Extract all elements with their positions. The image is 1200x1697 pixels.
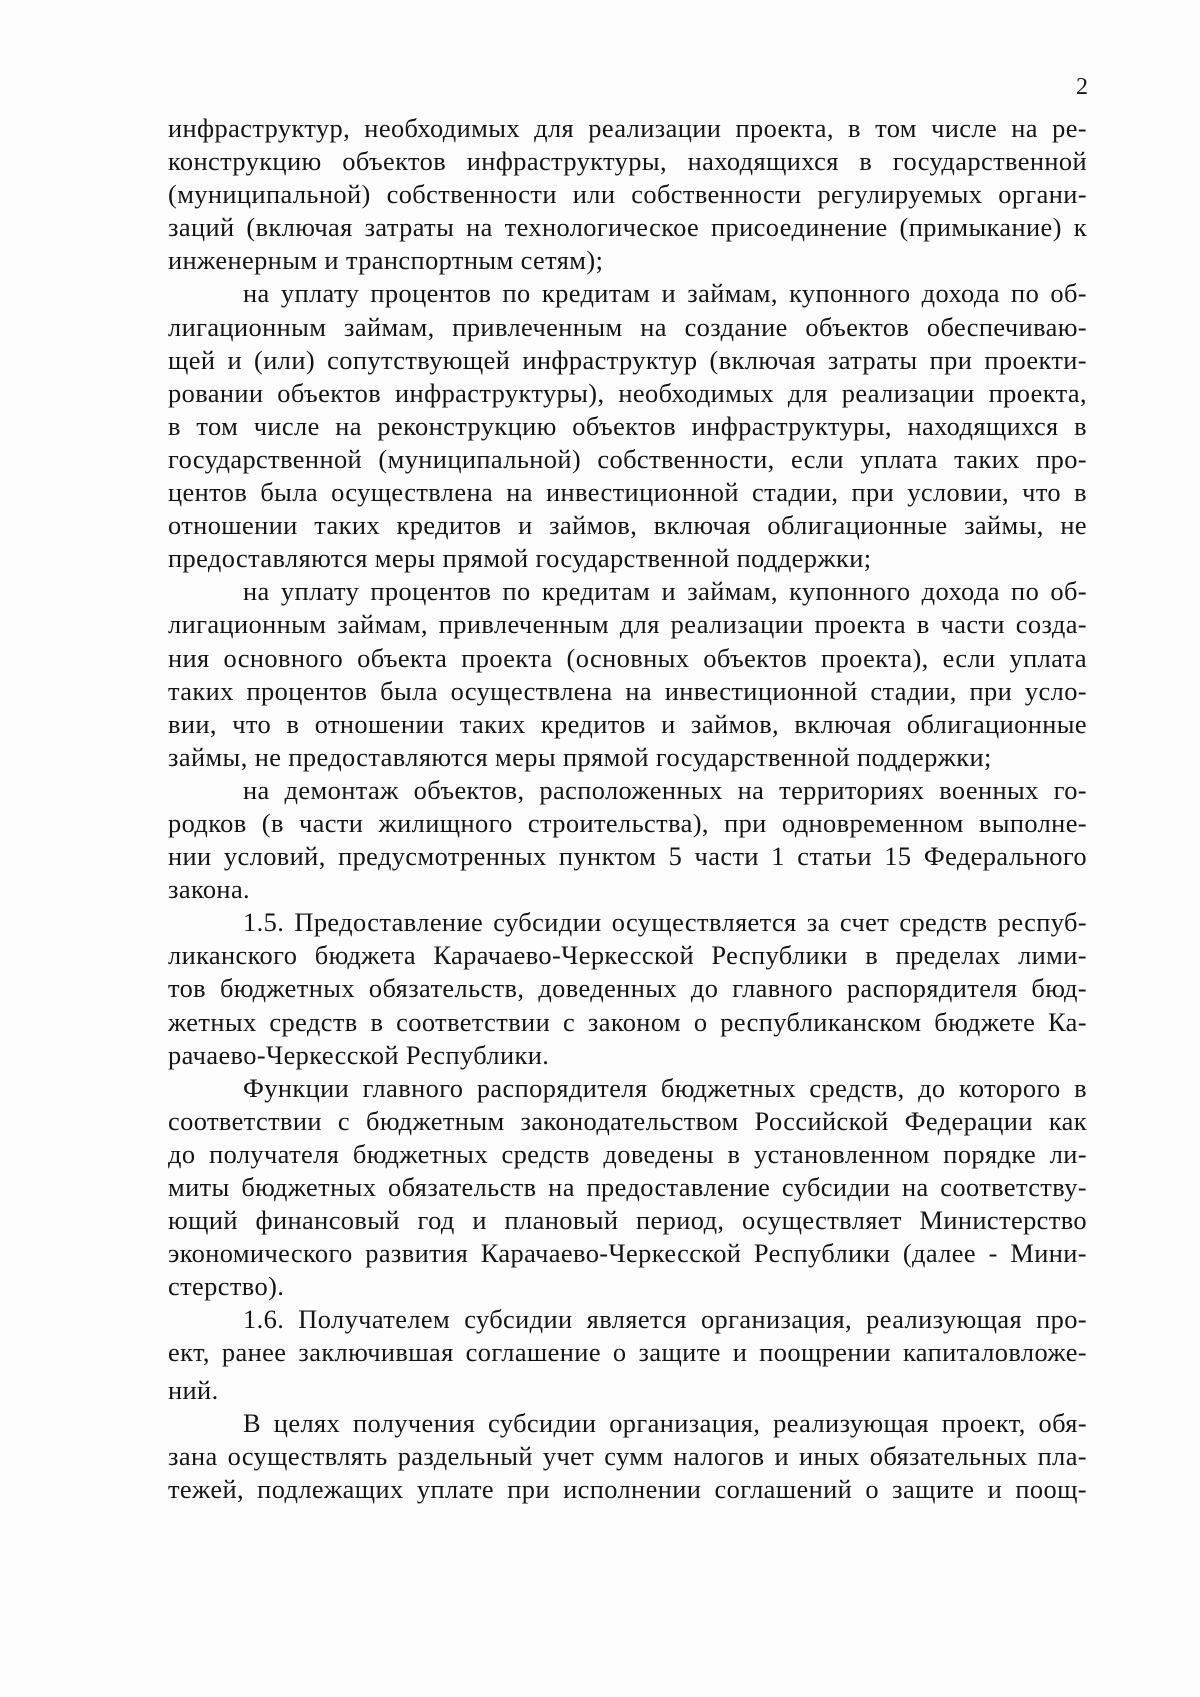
text-line: родков (в части жилищного строительства), при одновременном выполне- <box>168 807 1087 838</box>
text-line: щей и (или) сопутствующей инфраструктур (включая затраты при проекти- <box>168 344 1087 375</box>
text-line: государственной (муниципальной) собственности, если уплата таких про- <box>168 443 1087 474</box>
text-line: нии условий, предусмотренных пунктом 5 части 1 статьи 15 Федерального <box>168 841 1087 872</box>
text-line: конструкцию объектов инфраструктуры, находящихся в государственной <box>168 146 1087 177</box>
text-line: 1.5. Предоставление субсидии осуществляется за счет средств респуб- <box>243 907 1087 938</box>
text-line: (муниципальной) собственности или собственности регулируемых органи- <box>168 179 1087 210</box>
text-line: на уплату процентов по кредитам и займам, купонного дохода по об- <box>243 278 1087 309</box>
text-line: центов была осуществлена на инвестиционной стадии, при условии, что в <box>168 477 1087 508</box>
text-line: тов бюджетных обязательств, доведенных до главного распорядителя бюд- <box>168 973 1087 1004</box>
text-line: ния основного объекта проекта (основных объектов проекта), если уплата <box>168 642 1087 673</box>
text-line: В целях получения субсидии организация, реализующая проект, обя- <box>243 1407 1087 1438</box>
text-line: вии, что в отношении таких кредитов и займов, включая облигационные <box>168 708 1087 739</box>
text-line: закона. <box>168 874 251 905</box>
text-line: рачаево-Черкесской Республики. <box>168 1039 550 1070</box>
text-line: ровании объектов инфраструктуры), необходимых для реализации проекта, <box>168 377 1087 408</box>
body-text <box>168 112 1087 1506</box>
text-line: отношении таких кредитов и займов, включая облигационные займы, не <box>168 510 1087 541</box>
text-line: тежей, подлежащих уплате при исполнении соглашений о защите и поощ- <box>168 1473 1087 1504</box>
text-line: на уплату процентов по кредитам и займам, купонного дохода по об- <box>243 576 1087 607</box>
text-line: займы, не предоставляются меры прямой государственной поддержки; <box>168 741 992 772</box>
text-line: на демонтаж объектов, расположенных на территориях военных го- <box>243 774 1087 805</box>
text-line: 1.6. Получателем субсидии является организация, реализующая про- <box>243 1304 1087 1335</box>
text-line: лигационным займам, привлеченным на создание объектов обеспечиваю- <box>168 311 1087 342</box>
text-line: ект, ранее заключившая соглашение о защите и поощрении капиталовложе- <box>168 1337 1087 1368</box>
text-line: до получателя бюджетных средств доведены в установленном порядке ли- <box>168 1138 1087 1169</box>
text-line: инженерным и транспортным сетям); <box>168 245 604 276</box>
text-line: Функции главного распорядителя бюджетных средств, до которого в <box>243 1072 1087 1103</box>
text-line: экономического развития Карачаево-Черкесской Республики (далее - Мини- <box>168 1238 1087 1269</box>
page-number: 2 <box>1076 74 1088 100</box>
text-line: заций (включая затраты на технологическое присоединение (примыкание) к <box>168 212 1087 243</box>
text-line: таких процентов была осуществлена на инвестиционной стадии, при усло- <box>168 675 1087 706</box>
text-line: лигационным займам, привлеченным для реализации проекта в части созда- <box>168 609 1087 640</box>
text-line: жетных средств в соответствии с законом о республиканском бюджете Ка- <box>168 1006 1087 1037</box>
text-line: ний. <box>168 1374 219 1405</box>
text-line: предоставляются меры прямой государственной поддержки; <box>168 543 872 574</box>
text-line: соответствии с бюджетным законодательством Российской Федерации как <box>168 1105 1087 1136</box>
text-line: в том числе на реконструкцию объектов инфраструктуры, находящихся в <box>168 410 1087 441</box>
text-line: ющий финансовый год и плановый период, осуществляет Министерство <box>168 1205 1087 1236</box>
text-line: миты бюджетных обязательств на предоставление субсидии на соответству- <box>168 1172 1087 1202</box>
text-line: инфраструктур, необходимых для реализации проекта, в том числе на ре- <box>168 113 1087 143</box>
text-line: зана осуществлять раздельный учет сумм налогов и иных обязательных пла- <box>168 1440 1087 1471</box>
text-line: стерство). <box>168 1271 285 1302</box>
text-line: ликанского бюджета Карачаево-Черкесской Республики в пределах лими- <box>168 940 1087 971</box>
